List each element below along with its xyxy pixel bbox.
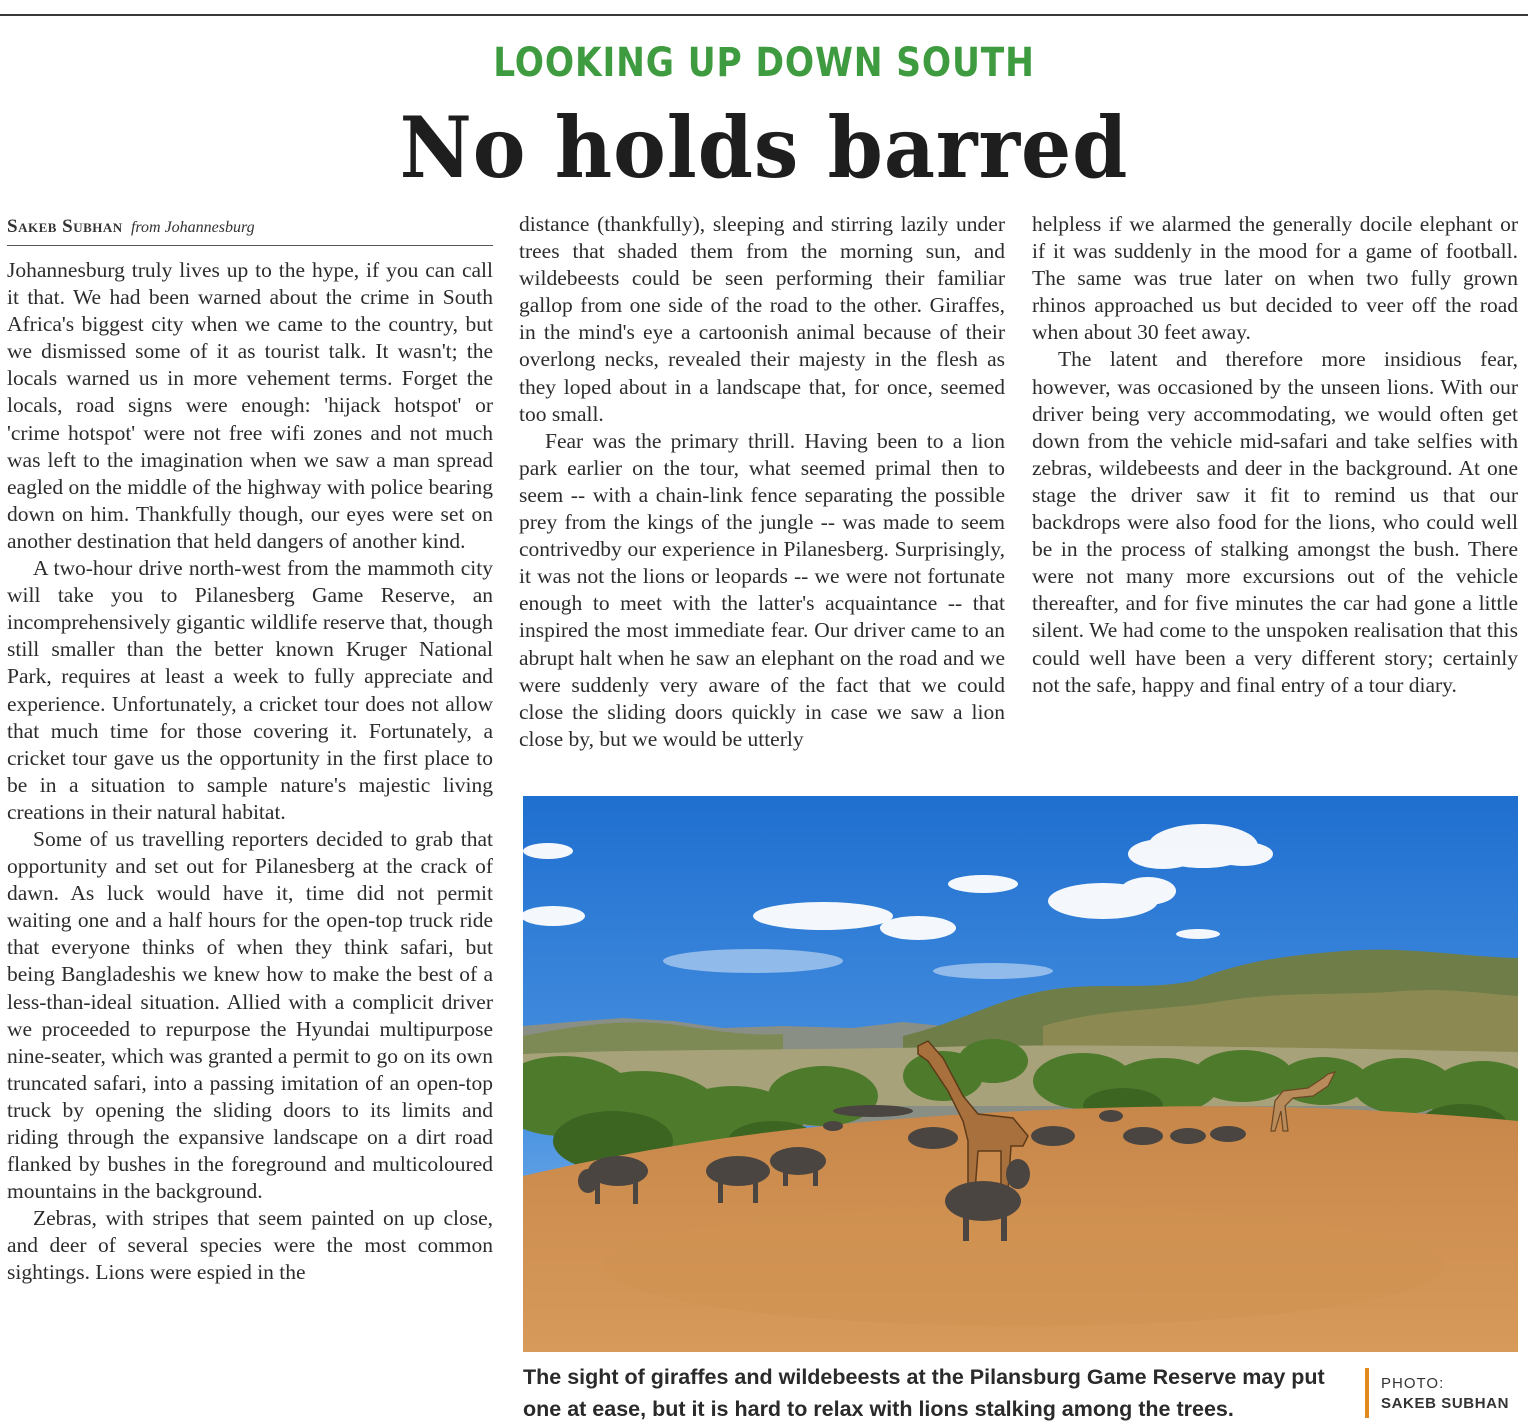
- article-column-3: [1032, 211, 1518, 777]
- paragraph: A two-hour drive north-west from the mammoth city will take you to Pilanesberg Game Reserve, an incomprehensively gigantic wildlife reserve that, though still smaller than the better known Kruger National Park, requires at least a week to fully appreciate and experience. Unfortunately, a cricket tour does not allow that much time for those covering it. Fortunately, a cricket tour gave us the opportunity in the first place to be in a situation to sample nature's majestic living creations in their natural habitat.: [7, 556, 493, 824]
- photo-credit: [1381, 1374, 1526, 1414]
- credit-accent-bar: [1365, 1368, 1369, 1418]
- headline: No holds barred: [399, 98, 1129, 197]
- paragraph: Zebras, with stripes that seem painted on up close, and deer of several species were the most common sightings. Lions were espied in the: [7, 1206, 493, 1285]
- byline-author: Sakeb Subhan: [7, 216, 123, 237]
- article-column-2: [519, 211, 1005, 777]
- paragraph: distance (thankfully), sleeping and stirring lazily under trees that shaded them from the morning sun, and wildebeests could be seen performing their familiar gallop from one side of the road to the other. Giraffes, in the mind's eye a cartoonish animal because of their overlong necks, revealed their majesty in the flesh as they loped about in a landscape that, for once, seemed too small.: [519, 212, 1005, 426]
- top-rule: [0, 14, 1528, 16]
- section-kicker: LOOKING UP DOWN SOUTH: [493, 40, 1035, 86]
- paragraph: helpless if we alarmed the generally docile elephant or if it was suddenly in the mood for a game of football. The same was true later on when two fully grown rhinos approached us but decided to veer off the road when about 30 feet away.: [1032, 212, 1518, 345]
- paragraph: The latent and therefore more insidious fear, however, was occasioned by the unseen lions. With our driver being very accommodating, we would often get down from the vehicle mid-safari and take selfies with zebras, wildebeests and deer in the background. At one stage the driver saw it fit to remind us that our backdrops were also food for the lions, who could well be in the process of stalking amongst the bush. There were not many more excursions out of the vehicle thereafter, and for five minutes the car had gone a little silent. We had come to the unspoken realisation that this could well have been a very different story; certainly not the safe, happy and final entry of a tour diary.: [1032, 347, 1518, 697]
- paragraph: Fear was the primary thrill. Having been to a lion park earlier on the tour, what seemed primal then to seem -- with a chain-link fence separating the possible prey from the kings of the jungle -- was made to seem contrivedby our experience in Pilanesberg. Surprisingly, it was not the lions or leopards -- we were not fortunate enough to meet with the latter's acquaintance -- that inspired the most immediate fear. Our driver came to an abrupt halt when he saw an elephant on the road and we were suddenly very aware of the fact that we could close the sliding doors quickly in case we saw a lion close by, but we would be utterly: [519, 428, 1005, 751]
- byline-dateline: from Johannesburg: [130, 219, 255, 236]
- photo-caption: The sight of giraffes and wildebeests at the Pilansburg Game Reserve may put one at ease, but it is hard to relax with lions stalking among the trees.: [523, 1365, 1325, 1421]
- safari-photo: [523, 796, 1518, 1352]
- article-column-1: [7, 257, 493, 1426]
- photo-credit-name: SAKEB SUBHAN: [1381, 1395, 1510, 1412]
- paragraph: Johannesburg truly lives up to the hype, if you can call it that. We had been warned about the crime in South Africa's biggest city when we came to the country, but we dismissed some of it as tourist talk. It wasn't; the locals warned us in more vehement terms. Forget the locals, road signs were enough: 'hijack hotspot' or 'crime hotspot' were not free wifi zones and not much was left to the imagination when we saw a man spread eagled on the middle of the highway with police bearing down on him. Thankfully though, our eyes were set on another destination that held dangers of another kind.: [7, 258, 493, 553]
- byline: [7, 216, 493, 246]
- photo-credit-label: PHOTO:: [1381, 1375, 1445, 1392]
- paragraph: Some of us travelling reporters decided to grab that opportunity and set out for Pilanesberg at the crack of dawn. As luck would have it, time did not permit waiting one and a half hours for the open-top truck ride that everyone thinks of when they think safari, but being Bangladeshis we knew how to make the best of a less-than-ideal situation. Allied with a complicit driver we proceeded to repurpose the Hyundai multipurpose nine-seater, which was granted a permit to go on its own truncated safari, into a passing imitation of an open-top truck by opening the sliding doors to its limits and riding through the expansive landscape on a dirt road flanked by bushes in the foreground and multicoloured mountains in the background.: [7, 826, 493, 1204]
